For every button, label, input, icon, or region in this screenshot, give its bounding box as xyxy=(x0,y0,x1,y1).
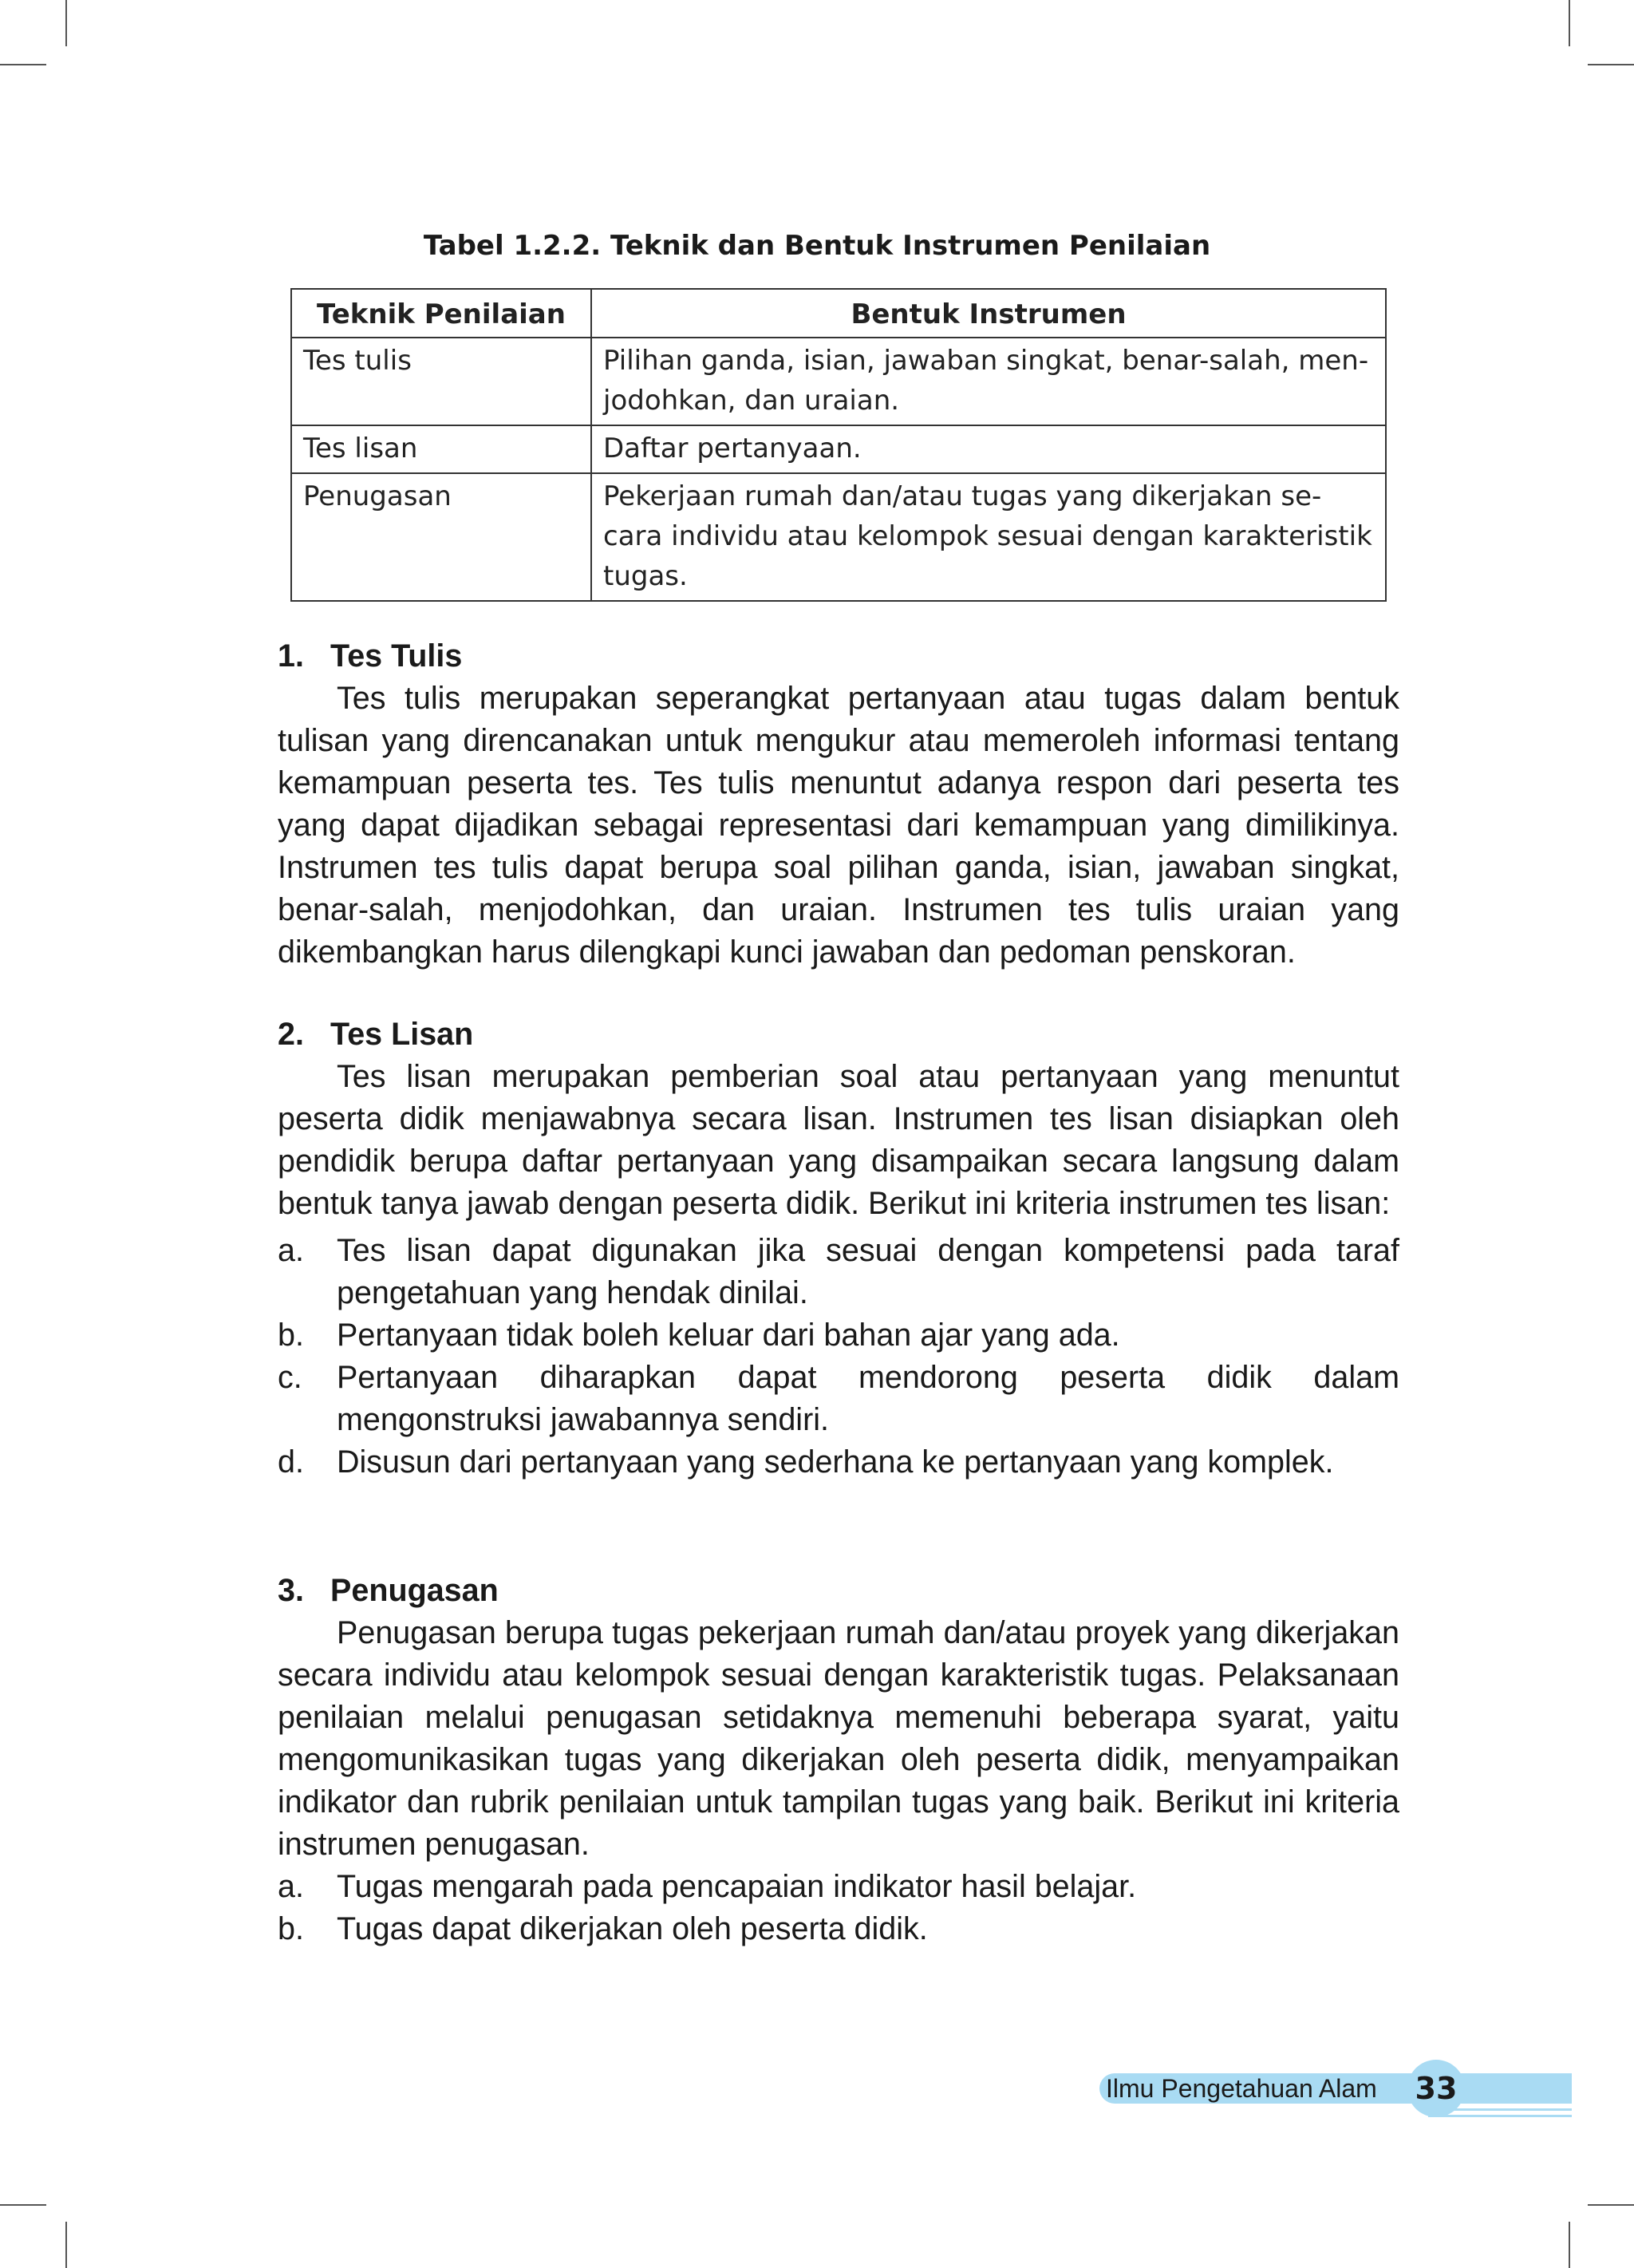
section-number: 3. xyxy=(278,1573,304,1608)
section-paragraph: Tes tulis merupakan seperangkat pertanyaan atau tugas dalam bentuk tulisan yang direncanakan untuk mengukur atau memeroleh informasi tentang kemampuan peserta tes. Tes tulis menuntut adanya respon dari peserta tes yang dapat dijadikan sebagai representasi dari kemampuan yang dimilikinya. Instrumen tes tulis dapat berupa soal pilihan ganda, isian, jawaban singkat, benar-salah, menjodohkan, dan uraian. Instrumen tes tulis uraian yang dikembangkan harus dilengkapi kunci jawaban dan pedoman penskoran. xyxy=(278,681,1399,970)
criteria-list xyxy=(278,1230,1399,1484)
table-cell: Pekerjaan rumah dan/atau tugas yang dikerjakan se-cara individu atau kelompok sesuai dengan karakteristik tugas. xyxy=(591,473,1386,601)
section-paragraph: Tes lisan merupakan pemberian soal atau pertanyaan yang menuntut peserta didik menjawabnya secara lisan. Instrumen tes lisan disiapkan oleh pendidik berupa daftar pertanyaan yang disampaikan secara langsung dalam bentuk tanya jawab dengan peserta didik. Berikut ini kriteria instrumen tes lisan: xyxy=(278,1059,1399,1221)
crop-mark xyxy=(65,2222,67,2268)
section-heading xyxy=(278,1013,1399,1056)
table-row xyxy=(291,425,1386,473)
table-header-row xyxy=(291,289,1386,338)
crop-mark xyxy=(1569,0,1570,46)
table-caption: Tabel 1.2.2. Teknik dan Bentuk Instrumen Penilaian xyxy=(423,230,1211,262)
section-number: 1. xyxy=(278,638,304,674)
section-number: 2. xyxy=(278,1017,304,1052)
section-title: Penugasan xyxy=(330,1573,499,1608)
section-title: Tes Lisan xyxy=(330,1017,474,1052)
crop-mark xyxy=(1569,2222,1570,2268)
crop-mark xyxy=(0,2204,46,2206)
list-item-text: Tes lisan dapat digunakan jika sesuai dengan kompetensi pada taraf pengetahuan yang hendak dinilai. xyxy=(337,1233,1399,1310)
section-title: Tes Tulis xyxy=(330,638,463,674)
page-number: 33 xyxy=(1415,2071,1458,2106)
table-cell: Tes lisan xyxy=(291,425,591,473)
list-marker: d. xyxy=(278,1444,304,1480)
table-row xyxy=(291,473,1386,601)
section-penugasan xyxy=(278,1570,1399,1950)
list-item xyxy=(278,1866,1399,1908)
column-header: Teknik Penilaian xyxy=(291,289,591,338)
section-heading xyxy=(278,1570,1399,1612)
list-item-text: Pertanyaan tidak boleh keluar dari bahan ajar yang ada. xyxy=(337,1318,1120,1353)
list-marker: b. xyxy=(278,1911,304,1946)
list-item xyxy=(278,1314,1399,1357)
column-header: Bentuk Instrumen xyxy=(591,289,1386,338)
section-tes-tulis xyxy=(278,635,1399,974)
section-tes-lisan xyxy=(278,1013,1399,1484)
list-item-text: Pertanyaan diharapkan dapat mendorong peserta didik dalam mengonstruksi jawabannya sendiri. xyxy=(337,1360,1399,1437)
table-cell: Pilihan ganda, isian, jawaban singkat, benar-salah, men-jodohkan, dan uraian. xyxy=(591,338,1386,425)
list-item-text: Disusun dari pertanyaan yang sederhana ke pertanyaan yang komplek. xyxy=(337,1444,1334,1480)
crop-mark xyxy=(1588,2204,1634,2206)
book-title: Ilmu Pengetahuan Alam xyxy=(1106,2074,1377,2103)
list-marker: a. xyxy=(278,1869,304,1904)
table-cell: Daftar pertanyaan. xyxy=(591,425,1386,473)
criteria-list xyxy=(278,1866,1399,1950)
list-marker: c. xyxy=(278,1360,302,1395)
list-item xyxy=(278,1230,1399,1314)
list-item xyxy=(278,1908,1399,1950)
table-cell: Tes tulis xyxy=(291,338,591,425)
crop-mark xyxy=(65,0,67,46)
list-item xyxy=(278,1357,1399,1441)
crop-mark xyxy=(0,64,46,65)
list-marker: a. xyxy=(278,1233,304,1268)
table-row xyxy=(291,338,1386,425)
table-cell: Penugasan xyxy=(291,473,591,601)
list-item xyxy=(278,1441,1399,1484)
list-item-text: Tugas mengarah pada pencapaian indikator hasil belajar. xyxy=(337,1869,1137,1904)
section-paragraph: Penugasan berupa tugas pekerjaan rumah dan/atau proyek yang dikerjakan secara individu atau kelompok sesuai dengan karakteristik tugas. Pelaksanaan penilaian melalui penugasan setidaknya memenuhi beberapa syarat, yaitu mengomunikasikan tugas yang dikerjakan oleh peserta didik, menyampaikan indikator dan rubrik penilaian untuk tampilan tugas yang baik. Berikut ini kriteria instrumen penugasan. xyxy=(278,1615,1399,1862)
section-heading xyxy=(278,635,1399,678)
list-item-text: Tugas dapat dikerjakan oleh peserta didik. xyxy=(337,1911,928,1946)
assessment-table xyxy=(290,288,1387,602)
list-marker: b. xyxy=(278,1318,304,1353)
crop-mark xyxy=(1588,64,1634,65)
